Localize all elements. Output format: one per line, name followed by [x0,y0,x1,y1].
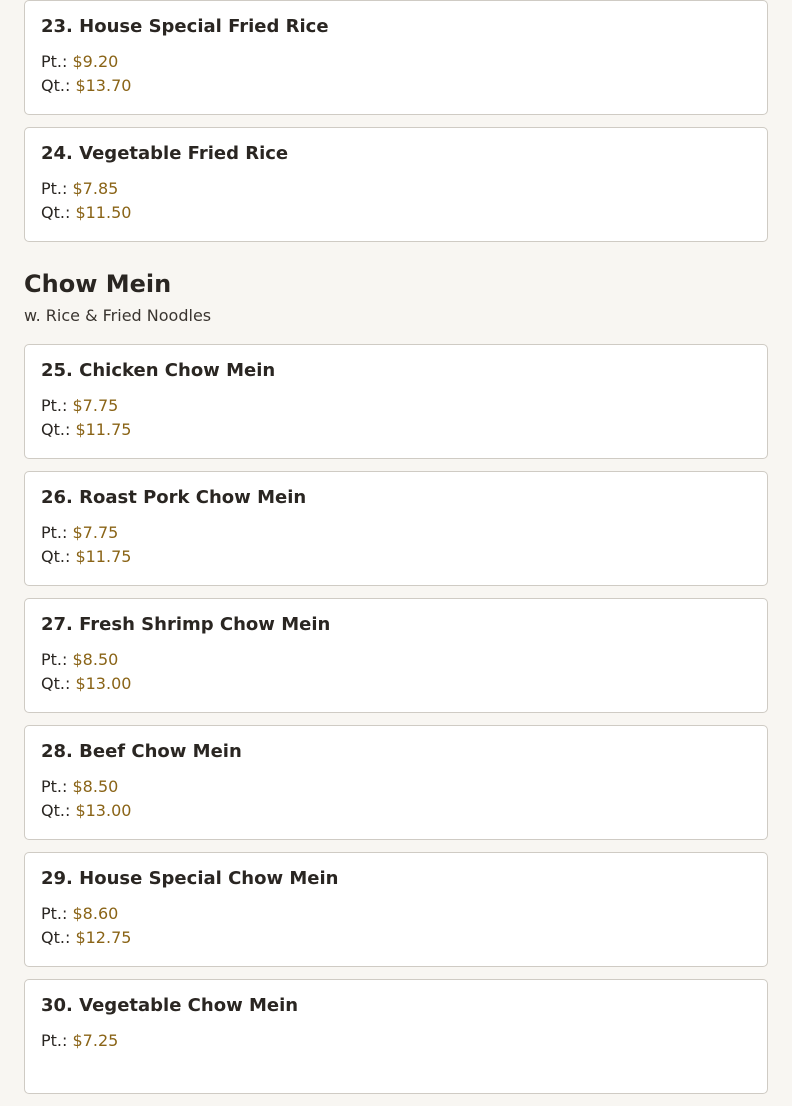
menu-item-title: 25. Chicken Chow Mein [41,360,276,381]
pint-label: Pt.: [41,179,68,198]
menu-item-card[interactable] [24,344,768,459]
pint-label: Pt.: [41,52,68,71]
quart-price: $13.00 [75,674,132,693]
quart-label: Qt.: [41,928,71,947]
quart-label: Qt.: [41,547,71,566]
quart-price: $11.75 [75,420,132,439]
quart-price: $11.75 [75,547,132,566]
menu-item-title: 28. Beef Chow Mein [41,741,242,762]
quart-price-row [41,672,751,696]
menu-item-title: 23. House Special Fried Rice [41,16,329,37]
menu-item-card[interactable] [24,127,768,242]
pint-label: Pt.: [41,523,68,542]
pint-price: $7.85 [72,179,119,198]
pint-label: Pt.: [41,650,68,669]
quart-label: Qt.: [41,76,71,95]
quart-price-row [41,418,751,442]
quart-price-row [41,799,751,823]
pint-price-row [41,394,751,418]
quart-label: Qt.: [41,420,71,439]
pint-price: $8.50 [72,650,119,669]
menu-item-title: 30. Vegetable Chow Mein [41,995,299,1016]
pint-price-row [41,50,751,74]
menu-item-card[interactable] [24,979,768,1094]
pint-price-row [41,521,751,545]
menu-item-card[interactable] [24,598,768,713]
menu-item-title: 27. Fresh Shrimp Chow Mein [41,614,331,635]
section-title: Chow Mein [24,270,172,298]
pint-label: Pt.: [41,777,68,796]
pint-label: Pt.: [41,1031,68,1050]
quart-label: Qt.: [41,674,71,693]
menu-list [24,0,768,1106]
menu-item-card[interactable] [24,852,768,967]
quart-price: $12.75 [75,928,132,947]
pint-price-row [41,1029,751,1053]
menu-item-title: 29. House Special Chow Mein [41,868,339,889]
menu-item-card[interactable] [24,471,768,586]
quart-price-row [41,545,751,569]
pint-label: Pt.: [41,904,68,923]
pint-price: $7.75 [72,523,119,542]
pint-label: Pt.: [41,396,68,415]
pint-price: $9.20 [72,52,119,71]
pint-price: $8.60 [72,904,119,923]
quart-label: Qt.: [41,203,71,222]
pint-price: $7.75 [72,396,119,415]
menu-item-title: 24. Vegetable Fried Rice [41,143,289,164]
pint-price: $8.50 [72,777,119,796]
menu-item-card[interactable] [24,725,768,840]
quart-label: Qt.: [41,801,71,820]
quart-price-row [41,926,751,950]
section-subtitle: w. Rice & Fried Noodles [24,306,212,325]
section-header-chow-mein [24,269,768,327]
menu-item-title: 26. Roast Pork Chow Mein [41,487,307,508]
pint-price-row [41,902,751,926]
pint-price: $7.25 [72,1031,119,1050]
menu-item-card[interactable] [24,0,768,115]
pint-price-row [41,775,751,799]
quart-price: $11.50 [75,203,132,222]
pint-price-row [41,648,751,672]
quart-price: $13.00 [75,801,132,820]
quart-price: $13.70 [75,76,132,95]
quart-price-row [41,74,751,98]
quart-price-row [41,201,751,225]
pint-price-row [41,177,751,201]
